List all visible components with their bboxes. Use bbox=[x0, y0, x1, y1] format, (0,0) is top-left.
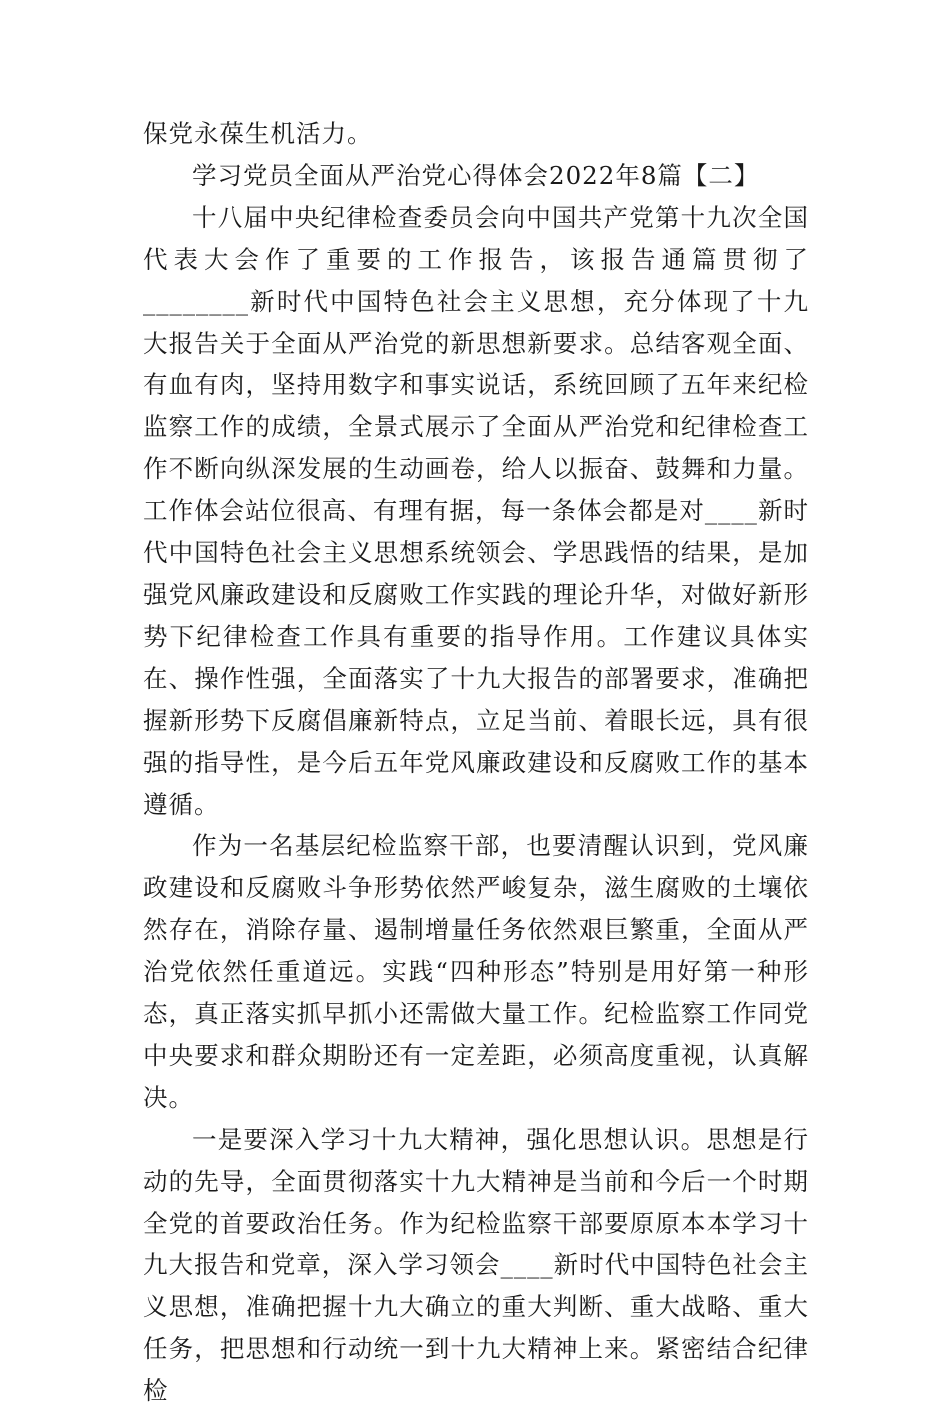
paragraph-1: 十八届中央纪律检查委员会向中国共产党第十九次全国代表大会作了重要的工作报告，该报告通篇贯彻了________新时代中国特色社会主义思想，充分体现了十九大报告关于全面从严治党的新思想新要求。总结客观全面、有血有肉，坚持用数字和事实说话，系统回顾了五年来纪检监察工作的成绩，全景式展示了全面从严治党和纪律检查工作不断向纵深发展的生动画卷，给人以振奋、鼓舞和力量。工作体会站位很高、有理有据，每一条体会都是对____新时代中国特色社会主义思想系统领会、学思践悟的结果，是加强党风廉政建设和反腐败工作实践的理论升华，对做好新形势下纪律检查工作具有重要的指导作用。工作建议具体实在、操作性强，全面落实了十九大报告的部署要求，准确把握新形势下反腐倡廉新特点，立足当前、着眼长远，具有很强的指导性，是今后五年党风廉政建设和反腐败工作的基本遵循。 bbox=[143, 202, 809, 819]
section-heading: 学习党员全面从严治党心得体会2022年8篇【二】 bbox=[192, 160, 760, 190]
paragraph-2: 作为一名基层纪检监察干部，也要清醒认识到，党风廉政建设和反腐败斗争形势依然严峻复杂，滋生腐败的土壤依然存在，消除存量、遏制增量任务依然艰巨繁重，全面从严治党依然任重道远。实践“四种形态”特别是用好第一种形态，真正落实抓早抓小还需做大量工作。纪检监察工作同党中央要求和群众期盼还有一定差距，必须高度重视，认真解决。 bbox=[143, 831, 809, 1112]
document-page bbox=[143, 113, 809, 1412]
continuation-text: 保党永葆生机活力。 bbox=[143, 119, 373, 148]
paragraph-3: 一是要深入学习十九大精神，强化思想认识。思想是行动的先导，全面贯彻落实十九大精神是当前和今后一个时期全党的首要政治任务。作为纪检监察干部要原原本本学习十九大报告和党章，深入学习领会____新时代中国特色社会主义思想，准确把握十九大确立的重大判断、重大战略、重大任务，把思想和行动统一到十九大精神上来。紧密结合纪律检 bbox=[143, 1124, 809, 1406]
